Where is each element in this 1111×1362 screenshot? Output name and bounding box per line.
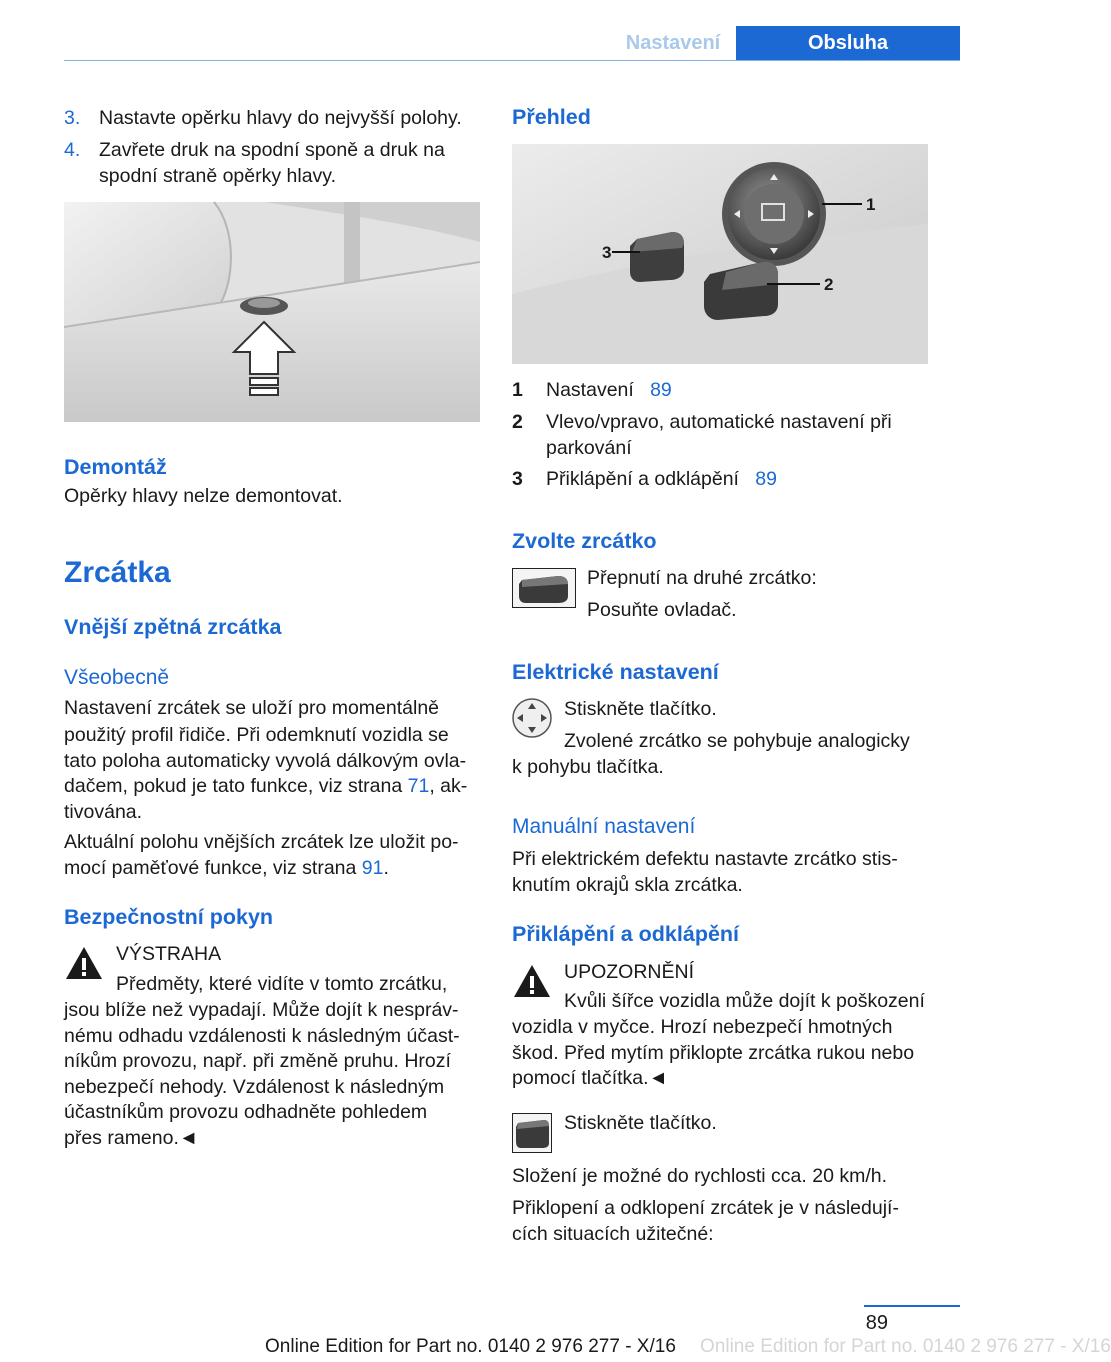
subsection-title: Vnější zpětná zrcátka: [64, 615, 282, 639]
overview-heading: Přehled: [512, 105, 591, 129]
legend-item: [546, 376, 672, 405]
step-number: 3.: [64, 107, 81, 129]
section-title: Zrcátka: [64, 556, 171, 589]
electric-text: k pohybu tlačítka.: [512, 756, 664, 778]
caution-line: vozidla v myčce. Hrozí nebezpečí hmotných: [512, 1016, 893, 1038]
choose-text: Posuňte ovladač.: [587, 599, 737, 621]
footer-rule: [864, 1305, 960, 1307]
callout-2: 2: [824, 275, 834, 294]
legend-number: 3: [512, 468, 523, 490]
text-run: , ak-: [429, 775, 468, 797]
warning-line: nebezpečí nehody. Vzdálenost k následným: [64, 1076, 445, 1098]
page-number: 89: [865, 1312, 888, 1334]
paragraph-line: tato poloha automaticky vyvolá dálkovým ovla-: [64, 750, 467, 772]
legend-text: Nastavení: [546, 379, 634, 401]
footer-edition: Online Edition for Part no. 0140 2 976 277 - X/16: [265, 1336, 676, 1357]
page-link-91[interactable]: 91: [361, 857, 384, 879]
choose-heading: Zvolte zrcátko: [512, 529, 657, 553]
text-run: .: [383, 857, 389, 879]
fold-button-icon: [512, 1113, 552, 1153]
warning-line: účastníkům provozu odhadněte pohledem: [64, 1101, 428, 1123]
legend-number: 1: [512, 379, 523, 401]
step-text: spodní straně opěrky hlavy.: [99, 165, 337, 187]
mirror-switch-illustration: [512, 144, 928, 364]
page-link-89[interactable]: 89: [650, 379, 672, 401]
slider-switch-icon: [512, 568, 576, 608]
paragraph-line: [64, 854, 389, 883]
paragraph-line: tivována.: [64, 801, 143, 823]
caution-line: škod. Před mytím přiklopte zrcátka rukou nebo: [512, 1042, 915, 1064]
step-text: Nastavte opěrku hlavy do nejvyšší polohy.: [99, 107, 462, 129]
fold-speed-text: Složení je možné do rychlosti cca. 20 km/h.: [512, 1165, 888, 1187]
text-run: dačem, pokud je tato funkce, viz strana: [64, 775, 408, 797]
warning-triangle-icon: [64, 944, 104, 982]
warning-line: jsou blíže než vypadají. Může dojít k nespráv-: [64, 999, 459, 1021]
removal-text: Opěrky hlavy nelze demontovat.: [64, 485, 343, 507]
warning-line: níkům provozu, např. při změně pruhu. Hrozí: [64, 1050, 451, 1072]
choose-text: Přepnutí na druhé zrcátko:: [587, 567, 817, 589]
warning-line: nému odhadu vzdálenosti k následným účast-: [64, 1025, 460, 1047]
page-link-89[interactable]: 89: [755, 468, 777, 490]
general-heading: Všeobecně: [64, 666, 170, 689]
press-text: Stiskněte tlačítko.: [564, 1112, 717, 1134]
paragraph-line: Nastavení zrcátek se uloží pro momentálně: [64, 697, 440, 719]
electric-heading: Elektrické nastavení: [512, 660, 719, 684]
callout-3: 3: [602, 243, 612, 262]
tab-settings[interactable]: Nastavení: [625, 32, 721, 54]
legend-text: Vlevo/vpravo, automatické nastavení při: [546, 411, 892, 433]
manual-heading: Manuální nastavení: [512, 815, 696, 838]
warning-triangle-icon: [512, 962, 552, 1000]
safety-heading: Bezpečnostní pokyn: [64, 905, 274, 929]
step-text: Zavřete druk na spodní sponě a druk na: [99, 139, 445, 161]
legend-text: Přiklápění a odklápění: [546, 468, 739, 490]
step-number: 4.: [64, 139, 81, 161]
legend-item: [546, 465, 777, 494]
electric-text: Zvolené zrcátko se pohybuje analogicky: [564, 730, 910, 752]
text-run: mocí paměťové funkce, viz strana: [64, 857, 362, 879]
removal-heading: Demontáž: [64, 455, 167, 479]
fold-useful-text: cích situacích užitečné:: [512, 1223, 714, 1245]
caution-line: Kvůli šířce vozidla může dojít k poškození: [564, 990, 925, 1012]
watermark: Online Edition for Part no. 0140 2 976 277 - X/16: [700, 1336, 1111, 1357]
caution-title: UPOZORNĚNÍ: [564, 961, 695, 983]
manual-text: knutím okrajů skla zrcátka.: [512, 874, 743, 896]
caution-line: pomocí tlačítka.◄: [512, 1067, 668, 1089]
legend-number: 2: [512, 411, 523, 433]
paragraph-line: použitý profil řidiče. Při odemknutí vozidla se: [64, 724, 449, 746]
direction-pad-icon: [512, 698, 552, 738]
paragraph-line: Aktuální polohu vnějších zrcátek lze uložit po-: [64, 831, 459, 853]
tab-operation[interactable]: Obsluha: [736, 26, 960, 60]
fold-useful-text: Přiklopení a odklopení zrcátek je v následují-: [512, 1197, 899, 1219]
page-link-71[interactable]: 71: [407, 775, 430, 797]
paragraph-line: [64, 772, 467, 801]
warning-line: Předměty, které vidíte v tomto zrcátku,: [116, 973, 448, 995]
warning-line: přes rameno.◄: [64, 1127, 199, 1149]
warning-title: VÝSTRAHA: [116, 943, 222, 965]
headrest-illustration: [64, 202, 480, 422]
header-rule: [64, 60, 960, 61]
callout-1: 1: [866, 195, 876, 214]
electric-text: Stiskněte tlačítko.: [564, 698, 717, 720]
legend-text: parkování: [546, 437, 632, 459]
manual-text: Při elektrickém defektu nastavte zrcátko stis-: [512, 848, 898, 870]
fold-heading: Přiklápění a odklápění: [512, 922, 740, 946]
